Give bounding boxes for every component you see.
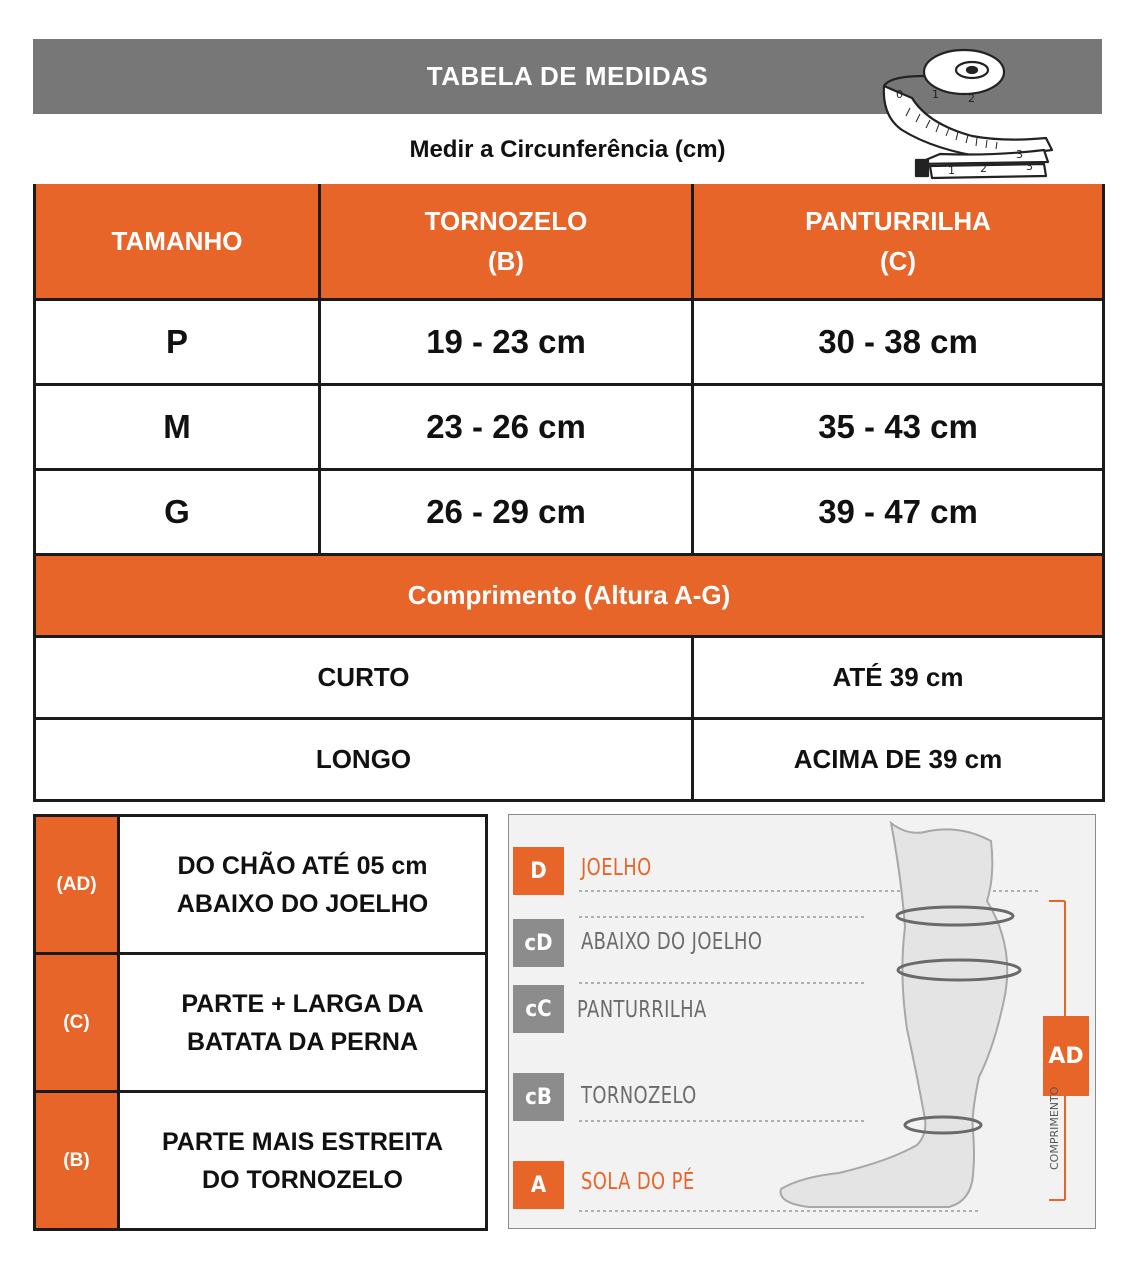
length-name-cell: LONGO: [35, 718, 693, 800]
legend-line: DO CHÃO ATÉ 05 cm: [177, 851, 428, 880]
tape-number: 3: [1026, 160, 1033, 173]
legend-description: [119, 954, 487, 1092]
header-ankle-code: (B): [487, 245, 525, 276]
diagram-badge: D: [513, 847, 564, 895]
ankle-cell: 19 - 23 cm: [320, 299, 693, 384]
header-calf-label: PANTURRILHA: [805, 205, 991, 236]
tape-number: 1: [948, 164, 955, 177]
length-axis-label: COMPRIMENTO: [1048, 1086, 1061, 1170]
tape-number: 1: [932, 88, 939, 101]
legend-line: PARTE + LARGA DA: [181, 989, 424, 1018]
calf-cell: 39 - 47 cm: [693, 469, 1104, 554]
tape-number: 2: [980, 162, 987, 175]
ankle-cell: 23 - 26 cm: [320, 384, 693, 469]
legend-code: (AD): [35, 816, 119, 954]
table-row: [35, 469, 1104, 554]
length-section-header: [35, 554, 1104, 636]
table-row: [35, 384, 1104, 469]
diagram-label: PANTURRILHA: [577, 997, 707, 1023]
calf-cell: 35 - 43 cm: [693, 384, 1104, 469]
diagram-badge: cC: [513, 985, 564, 1033]
page-title: TABELA DE MEDIDAS: [426, 61, 709, 91]
leg-measurement-diagram: [508, 814, 1096, 1229]
tape-number: 0: [896, 88, 903, 101]
diagram-label: TORNOZELO: [581, 1083, 697, 1109]
length-section-title: Comprimento (Altura A-G): [35, 554, 1104, 636]
size-cell: G: [35, 469, 320, 554]
legend-code: (C): [35, 954, 119, 1092]
legend-row: [35, 1092, 487, 1230]
table-row: [35, 718, 1104, 800]
header-ankle: [320, 184, 693, 299]
table-row: [35, 299, 1104, 384]
size-cell: M: [35, 384, 320, 469]
legend-line: PARTE MAIS ESTREITA: [161, 1127, 444, 1156]
diagram-badge: cD: [513, 919, 564, 967]
legend-row: [35, 954, 487, 1092]
legend-line: ABAIXO DO JOELHO: [176, 889, 429, 918]
legend-line: DO TORNOZELO: [202, 1165, 403, 1194]
legend-description: [119, 816, 487, 954]
legend-code: (B): [35, 1092, 119, 1230]
ad-badge: AD: [1043, 1016, 1089, 1096]
calf-cell: 30 - 38 cm: [693, 299, 1104, 384]
length-name-cell: CURTO: [35, 636, 693, 718]
legend-row: [35, 816, 487, 954]
diagram-label: SOLA DO PÉ: [581, 1169, 695, 1195]
legend-line: BATATA DA PERNA: [187, 1027, 418, 1056]
size-cell: P: [35, 299, 320, 384]
diagram-label: JOELHO: [581, 855, 652, 881]
legend-description: [119, 1092, 487, 1230]
header-calf-code: (C): [879, 245, 917, 276]
size-table-header: [35, 184, 1104, 299]
diagram-badge: cB: [513, 1073, 564, 1121]
ankle-cell: 26 - 29 cm: [320, 469, 693, 554]
page-subtitle: Medir a Circunferência (cm): [409, 136, 726, 163]
size-table: [33, 184, 1105, 802]
diagram-label: ABAIXO DO JOELHO: [581, 929, 763, 955]
header-size: [35, 184, 320, 299]
header-calf: [693, 184, 1104, 299]
table-row: [35, 636, 1104, 718]
diagram-badge: A: [513, 1161, 564, 1209]
measurement-legend-table: [33, 814, 488, 1231]
tape-number: 3: [1016, 148, 1023, 161]
header-size-label: TAMANHO: [111, 225, 243, 256]
length-value-cell: ATÉ 39 cm: [693, 636, 1104, 718]
header-ankle-label: TORNOZELO: [424, 205, 588, 236]
tape-number: 2: [968, 92, 975, 105]
length-value-cell: ACIMA DE 39 cm: [693, 718, 1104, 800]
